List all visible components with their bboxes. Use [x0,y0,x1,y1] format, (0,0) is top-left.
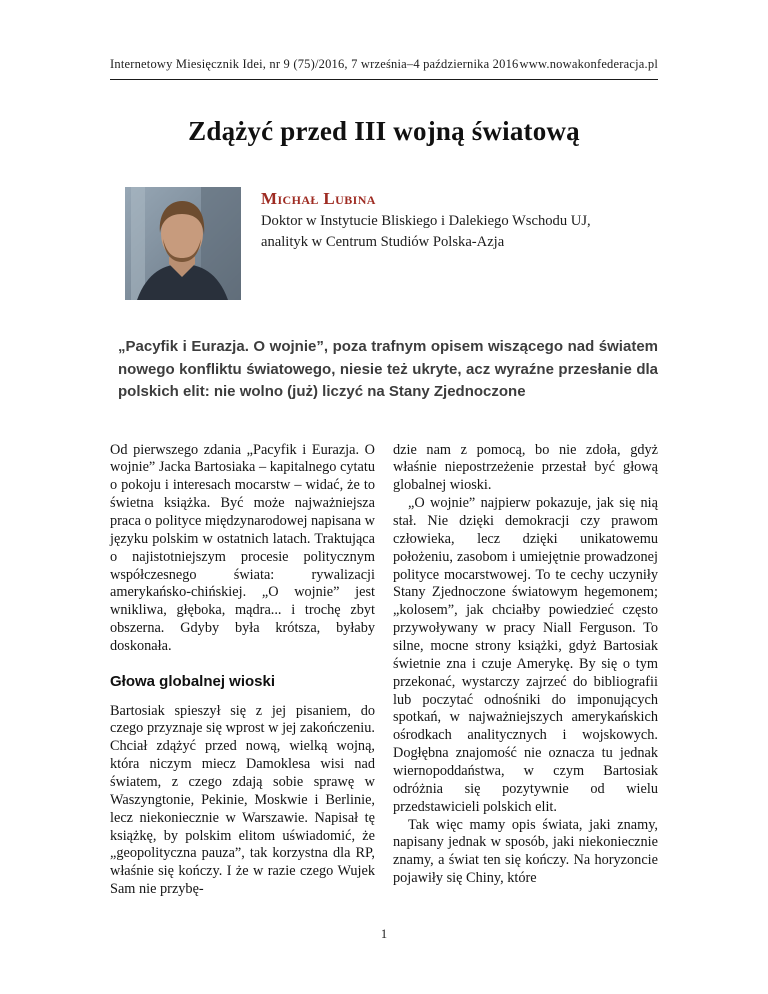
person-portrait-icon [125,187,241,300]
right-column [393,442,658,900]
page-footer [110,927,658,942]
author-bio-line-1: Doktor w Instytucie Bliskiego i Dalekiego Wschodu UJ, [261,213,591,229]
author-photo [125,187,241,300]
body-paragraph: Bartosiak spieszył się z jej pisaniem, do czego przyznaje się wprost w jej zakończeniu. Chciał zdążyć przed nową, wielką wojną, która niczym miecz Damoklesa wisi nad światem, z czego zdają sobie sprawę w Waszyngtonie, Pekinie, Moskwie i Berlinie, lecz niekoniecznie w Warszawie. Napisał tę książkę, by polskim elitom uświadomić, że „geopolityczna pauza”, tak korzystna dla RP, właśnie się kończy. I że w razie czego Wujek Sam nie przybę- [110,702,375,898]
author-bio-line-2: analityk w Centrum Studiów Polska-Azja [261,233,505,250]
body-paragraph: Tak więc mamy opis świata, jaki znamy, napisany jednak w sposób, jaki niekoniecznie znamy, a świat ten się kończy. Na horyzoncie pojawiły się Chiny, które [393,816,658,887]
section-heading: Głowa globalnej wioski [110,672,276,690]
body-paragraph: „O wojnie” najpierw pokazuje, jak się nią stał. Nie dzięki demokracji czy prawom człowieka, lecz dzięki unikatowemu położeniu, zasobom i umiejętnie prowadzonej polityce mocarstwowej. To te cechy uczyniły Stany Zjednoczone światowym hegemonem; „kolosem”, jak chciałby powiedzieć często przywoływany w pracy Niall Ferguson. To silne, mocne strony książki, gdyż Bartosiak świetnie zna i czuje Amerykę. By się o tym przekonać, wystarczy zajrzeć do bibliografii lub poczytać odnośniki do imponujących spotkań, w najważniejszych amerykańskich ośrodkach analitycznych i wojskowych. Dogłębna znajomość nie oznacza tu jednak wiernopoddaństwa, w czym Bartosiak odróżnia się pozytywnie od wielu przedstawicieli polskich elit. [393,495,658,815]
article-title: Zdążyć przed III wojną światową [188,116,580,146]
article-body [110,442,658,900]
journal-info: Internetowy Miesięcznik Idei, nr 9 (75)/2016, 7 września–4 października 2016 [110,57,519,71]
left-column [110,442,375,900]
author-info [261,187,591,300]
body-paragraph: Od pierwszego zdania „Pacyfik i Eurazja. O wojnie” Jacka Bartosiaka – kapitalnego cytatu o pokoju i interesach mocarstw – widać, że to świetna książka. Być może najważniejsza praca o polityce międzynarodowej napisana w języku polskim w ostatnich latach. Traktująca o najistotniejszym procesie politycznym współczesnego świata: rywalizacji amerykańsko-chińskiej. „O wojnie” jest wnikliwa, głęboka, mądra... i trochę zbyt obszerna. Gdyby była krótsza, byłaby doskonała. [110,441,375,654]
page-header [110,57,658,80]
body-paragraph: dzie nam z pomocą, bo nie zdoła, gdyż właśnie niepostrzeżenie przestał być głową globalnej wioski. [393,441,658,494]
author-name: Michał Lubina [261,189,376,208]
journal-url: www.nowakonfederacja.pl [519,57,658,71]
author-block [125,187,658,300]
lead-paragraph: „Pacyfik i Eurazja. O wojnie”, poza trafnym opisem wiszącego nad światem nowego konfliktu światowego, niesie też ukryte, acz wyraźne przesłanie dla polskich elit: nie wolno (już) liczyć na Stany Zjednoczone [118,338,658,400]
page-number: 1 [380,927,388,942]
